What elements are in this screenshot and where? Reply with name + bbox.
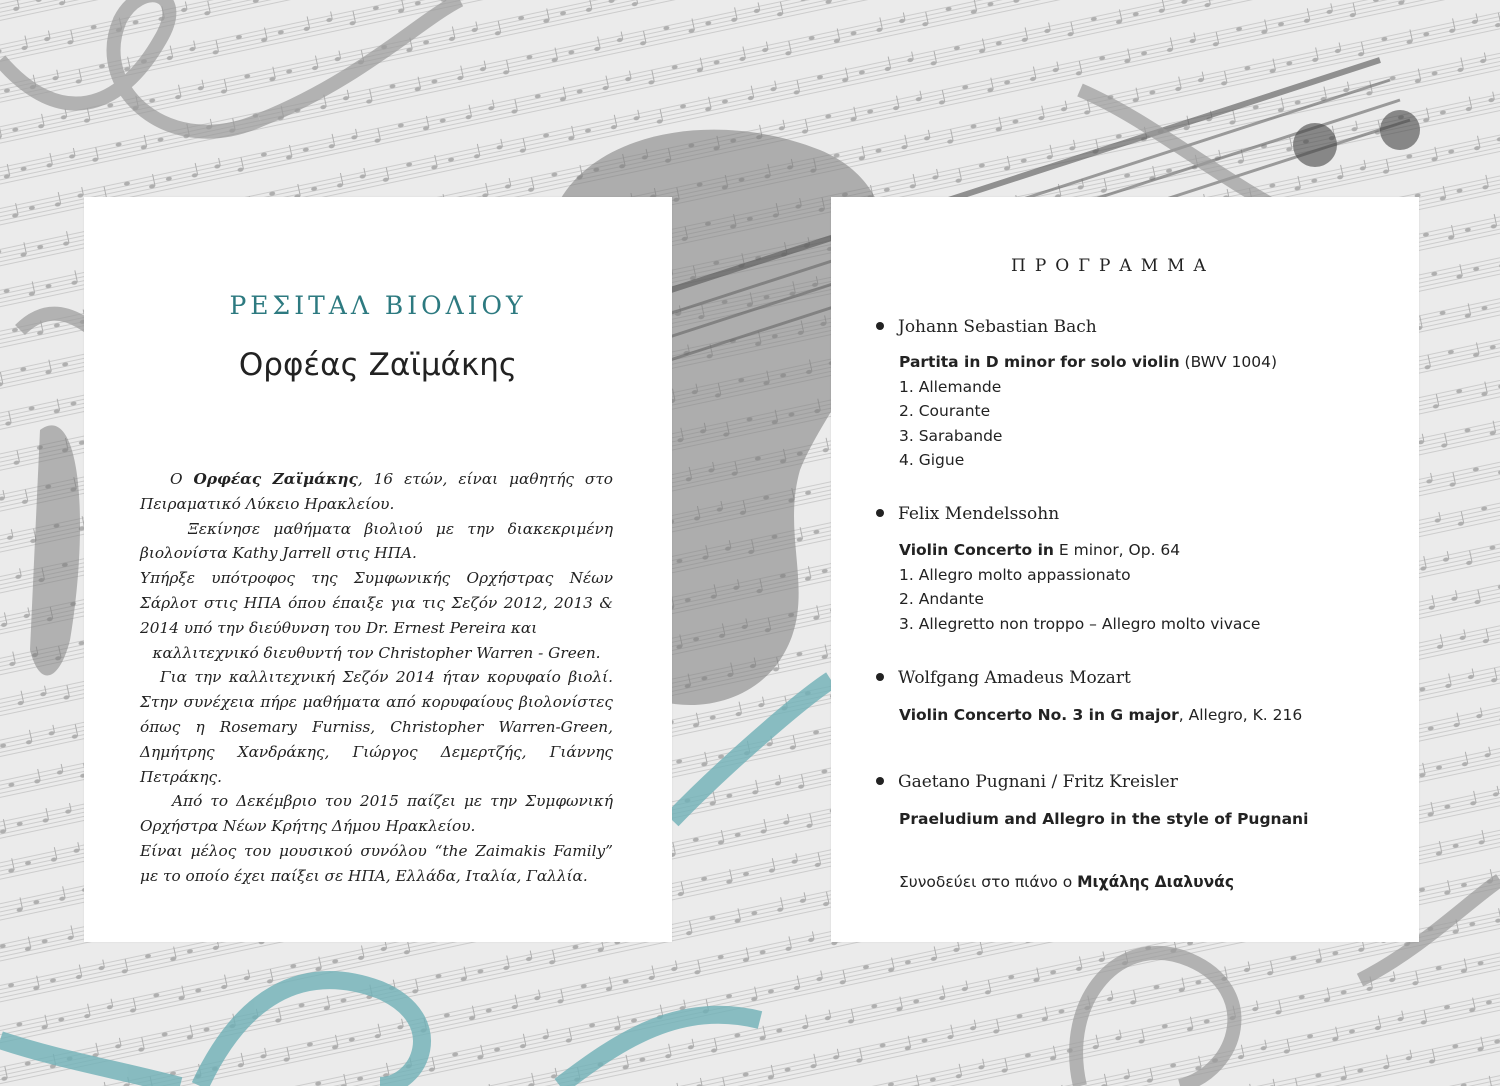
recital-title: ΡΕΣΙΤΑΛ ΒΙΟΛΙΟΥ xyxy=(229,291,527,320)
bio-paragraph: καλλιτεχνικό διευθυντή τον Christopher Warren - Green. xyxy=(152,643,601,662)
work-details: , Allegro, K. 216 xyxy=(1178,706,1303,724)
work-block xyxy=(899,807,1308,832)
composer-item xyxy=(876,772,1178,792)
composer-name: Felix Mendelssohn xyxy=(898,504,1060,524)
movement: 3. Sarabande xyxy=(899,426,1003,445)
composer-item xyxy=(876,317,1097,337)
bullet-icon xyxy=(876,777,884,785)
work-block xyxy=(899,538,1260,636)
pianist-name: Μιχάλης Διαλυνάς xyxy=(1077,873,1235,891)
accompaniment-line: Συνοδεύει στο πιάνο ο Μιχάλης Διαλυνάς xyxy=(899,873,1235,891)
work-title: Partita in D minor for solo violin xyxy=(899,353,1180,371)
work-title: Violin Concerto in xyxy=(899,541,1054,559)
work-details: E minor, Op. 64 xyxy=(1053,541,1181,559)
bio-paragraph: Είναι μέλος του μουσικού συνόλου “the Zaimakis Family” με το οποίο έχει παίξει σε ΗΠΑ, Ελλάδα, Ιταλία, Γαλλία. xyxy=(140,841,613,885)
performer-biography xyxy=(140,467,613,889)
program-panel xyxy=(831,197,1419,942)
work-title: Violin Concerto No. 3 in G major xyxy=(899,706,1179,724)
work-block xyxy=(899,703,1302,728)
composer-name: Gaetano Pugnani / Fritz Kreisler xyxy=(898,772,1178,792)
bio-performer-name: Ορφέας Ζαϊμάκης xyxy=(193,470,358,488)
bio-paragraph: Από το Δεκέμβριο του 2015 παίζει με την Συμφωνική Ορχήστρα Νέων Κρήτης Δήμου Ηρακλείου. xyxy=(140,792,613,836)
performer-name: Ορφέας Ζαϊμάκης xyxy=(238,347,518,383)
bullet-icon xyxy=(876,673,884,681)
movement: 2. Courante xyxy=(899,402,991,420)
movement: 3. Allegretto non troppo – Allegro molto vivace xyxy=(899,614,1261,633)
work-details: (BWV 1004) xyxy=(1179,353,1278,371)
movement: 1. Allemande xyxy=(899,377,1002,396)
work-title: Praeludium and Allegro in the style of Pugnani xyxy=(899,810,1309,828)
movement: 2. Andante xyxy=(899,590,984,608)
bio-paragraph: Ξεκίνησε μαθήματα βιολιού με την διακεκριμένη βιολονίστα Kathy Jarrell στις ΗΠΑ. xyxy=(140,519,613,563)
program-title: ΠΡΟΓΡΑΜΜΑ xyxy=(1011,256,1215,276)
bio-paragraph: Για την καλλιτεχνική Σεζόν 2014 ήταν κορυφαίο βιολί. Στην συνέχεια πήρε μαθήματα από κορυφαίους βιολονίστες όπως η Rosemary Furniss, Christopher Warren-Green, Δημήτρης Χανδράκης, Γιώργος Δεμερτζής, Γιάννης Πετράκης. xyxy=(140,668,613,786)
recital-info-panel xyxy=(84,197,672,942)
composer-name: Johann Sebastian Bach xyxy=(898,317,1097,337)
movement: 4. Gigue xyxy=(899,451,965,469)
bio-paragraph: Υπήρξε υπότροφος της Συμφωνικής Ορχήστρας Νέων Σάρλοτ στις ΗΠΑ όπου έπαιξε για τις Σεζόν 2012, 2013 & 2014 υπό την διεύθυνση του Dr. Ernest Pereira και xyxy=(140,569,613,637)
composer-item xyxy=(876,668,1131,688)
bio-paragraph: Ο Ορφέας Ζαϊμάκης, 16 ετών, είναι μαθητής στο Πειραματικό Λύκειο Ηρακλείου. xyxy=(140,470,614,513)
composer-item xyxy=(876,504,1059,524)
bullet-icon xyxy=(876,509,884,517)
work-block xyxy=(899,350,1277,473)
bullet-icon xyxy=(876,322,884,330)
movement: 1. Allegro molto appassionato xyxy=(899,565,1131,584)
composer-name: Wolfgang Amadeus Mozart xyxy=(898,668,1131,688)
